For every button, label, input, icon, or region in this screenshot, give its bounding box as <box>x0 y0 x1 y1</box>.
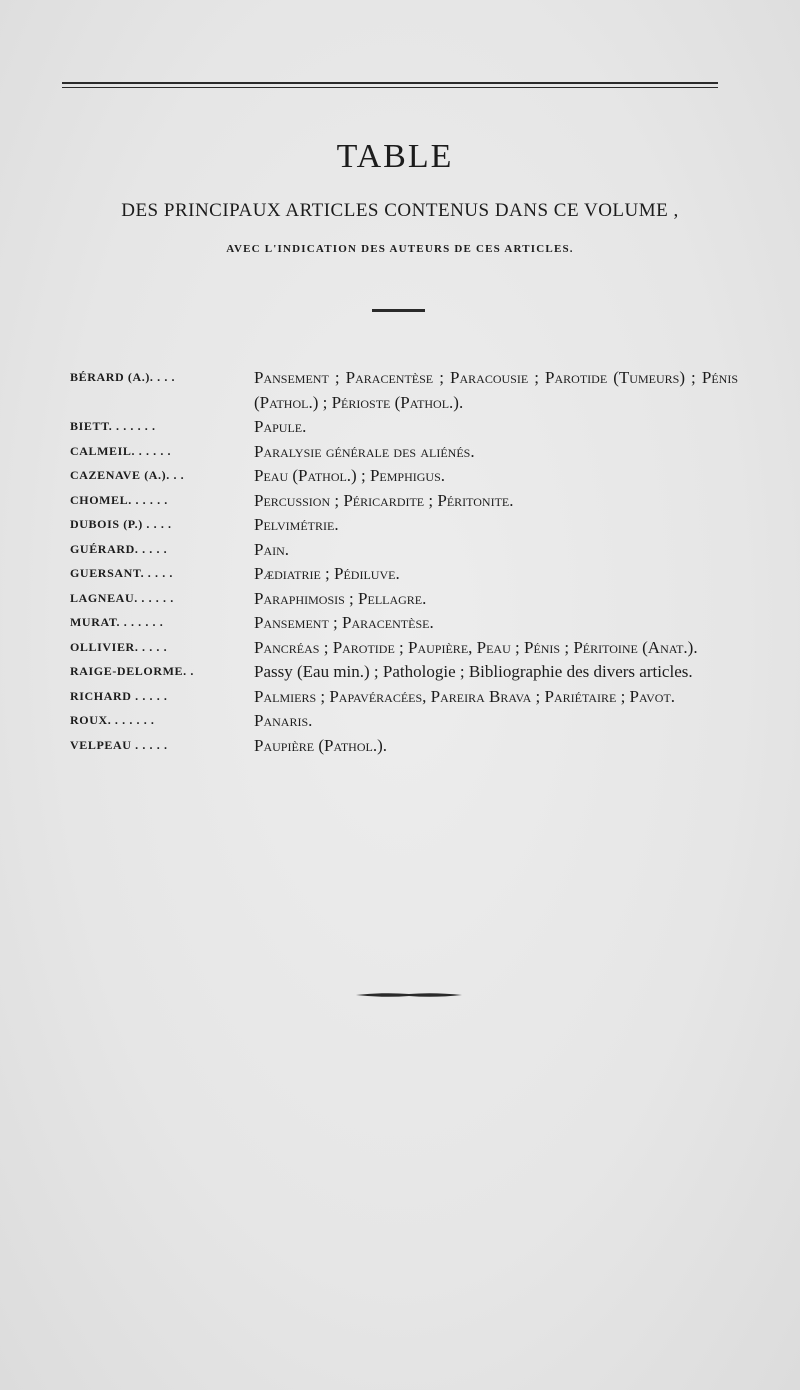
list-item <box>0 538 800 563</box>
entry-author: GUERSANT. . . . . <box>70 566 173 580</box>
list-item <box>0 415 800 440</box>
entry-subject: Panaris. <box>254 711 313 730</box>
entry-subject: Paupière (Pathol.). <box>254 735 387 755</box>
entry-subject: Papule. <box>254 417 307 436</box>
list-item <box>0 440 800 465</box>
entry-subject: Pansement ; Paracentèse ; Paracousie ; Parotide (Tumeurs) ; Pénis (Pathol.) ; Périoste (Pathol.). <box>254 368 738 412</box>
page-subtitle-secondary: AVEC L'INDICATION DES AUTEURS DE CES ARTICLES. <box>226 243 574 255</box>
entries-list <box>0 366 800 758</box>
entry-author: BÉRARD (A.). . . . <box>70 370 176 384</box>
list-item <box>0 685 800 710</box>
rule-thick <box>62 82 718 84</box>
entry-subject: Paraphimosis ; Pellagre. <box>254 588 427 608</box>
entry-author: CHOMEL. . . . . . <box>70 492 168 507</box>
entry-author: BIETT. . . . . . . <box>70 419 156 433</box>
entry-subject: Pædiatrie ; Pédiluve. <box>254 564 400 583</box>
entry-subject: Pain. <box>254 539 290 559</box>
rule-thin <box>62 87 718 88</box>
list-item <box>0 611 800 636</box>
entry-author: MURAT. . . . . . . <box>70 615 164 629</box>
entry-author: VELPEAU . . . . . <box>70 737 168 752</box>
page-title: TABLE <box>336 138 454 175</box>
entry-subject: Pansement ; Paracentèse. <box>254 613 434 632</box>
section-dash <box>372 309 425 312</box>
top-double-rule <box>62 82 718 91</box>
end-ornament-icon <box>354 990 464 1000</box>
entry-author: CAZENAVE (A.). . . <box>70 468 185 482</box>
list-item <box>0 734 800 759</box>
list-item <box>0 587 800 612</box>
entry-author: GUÉRARD. . . . . <box>70 541 168 556</box>
entry-subject: Pancréas ; Parotide ; Paupière, Peau ; Pénis ; Péritoine (Anat.). <box>254 637 698 657</box>
entry-author: CALMEIL. . . . . . <box>70 443 172 458</box>
entry-author: DUBOIS (P.) . . . . <box>70 517 172 531</box>
entry-author: RAIGE-DELORME. . <box>70 664 194 678</box>
entry-subject: Pelvimétrie. <box>254 515 339 534</box>
list-item <box>0 489 800 514</box>
list-item <box>0 366 800 415</box>
page-subtitle: DES PRINCIPAUX ARTICLES CONTENUS DANS CE VOLUME , <box>121 200 679 221</box>
list-item <box>0 562 800 587</box>
entry-subject: Percussion ; Péricardite ; Péritonite. <box>254 490 514 510</box>
entry-author: OLLIVIER. . . . . <box>70 639 168 654</box>
entry-subject: Peau (Pathol.) ; Pemphigus. <box>254 466 445 485</box>
list-item <box>0 660 800 685</box>
list-item <box>0 464 800 489</box>
entry-subject: Paralysie générale des aliénés. <box>254 441 475 461</box>
entry-author: ROUX. . . . . . . <box>70 713 155 727</box>
entry-author: LAGNEAU. . . . . . <box>70 590 174 605</box>
entry-author: RICHARD . . . . . <box>70 688 168 703</box>
list-item <box>0 709 800 734</box>
entry-subject: Passy (Eau min.) ; Pathologie ; Bibliographie des divers articles. <box>254 662 693 681</box>
list-item <box>0 636 800 661</box>
entry-subject: Palmiers ; Papavéracées, Pareira Brava ; Pariétaire ; Pavot. <box>254 686 676 706</box>
list-item <box>0 513 800 538</box>
